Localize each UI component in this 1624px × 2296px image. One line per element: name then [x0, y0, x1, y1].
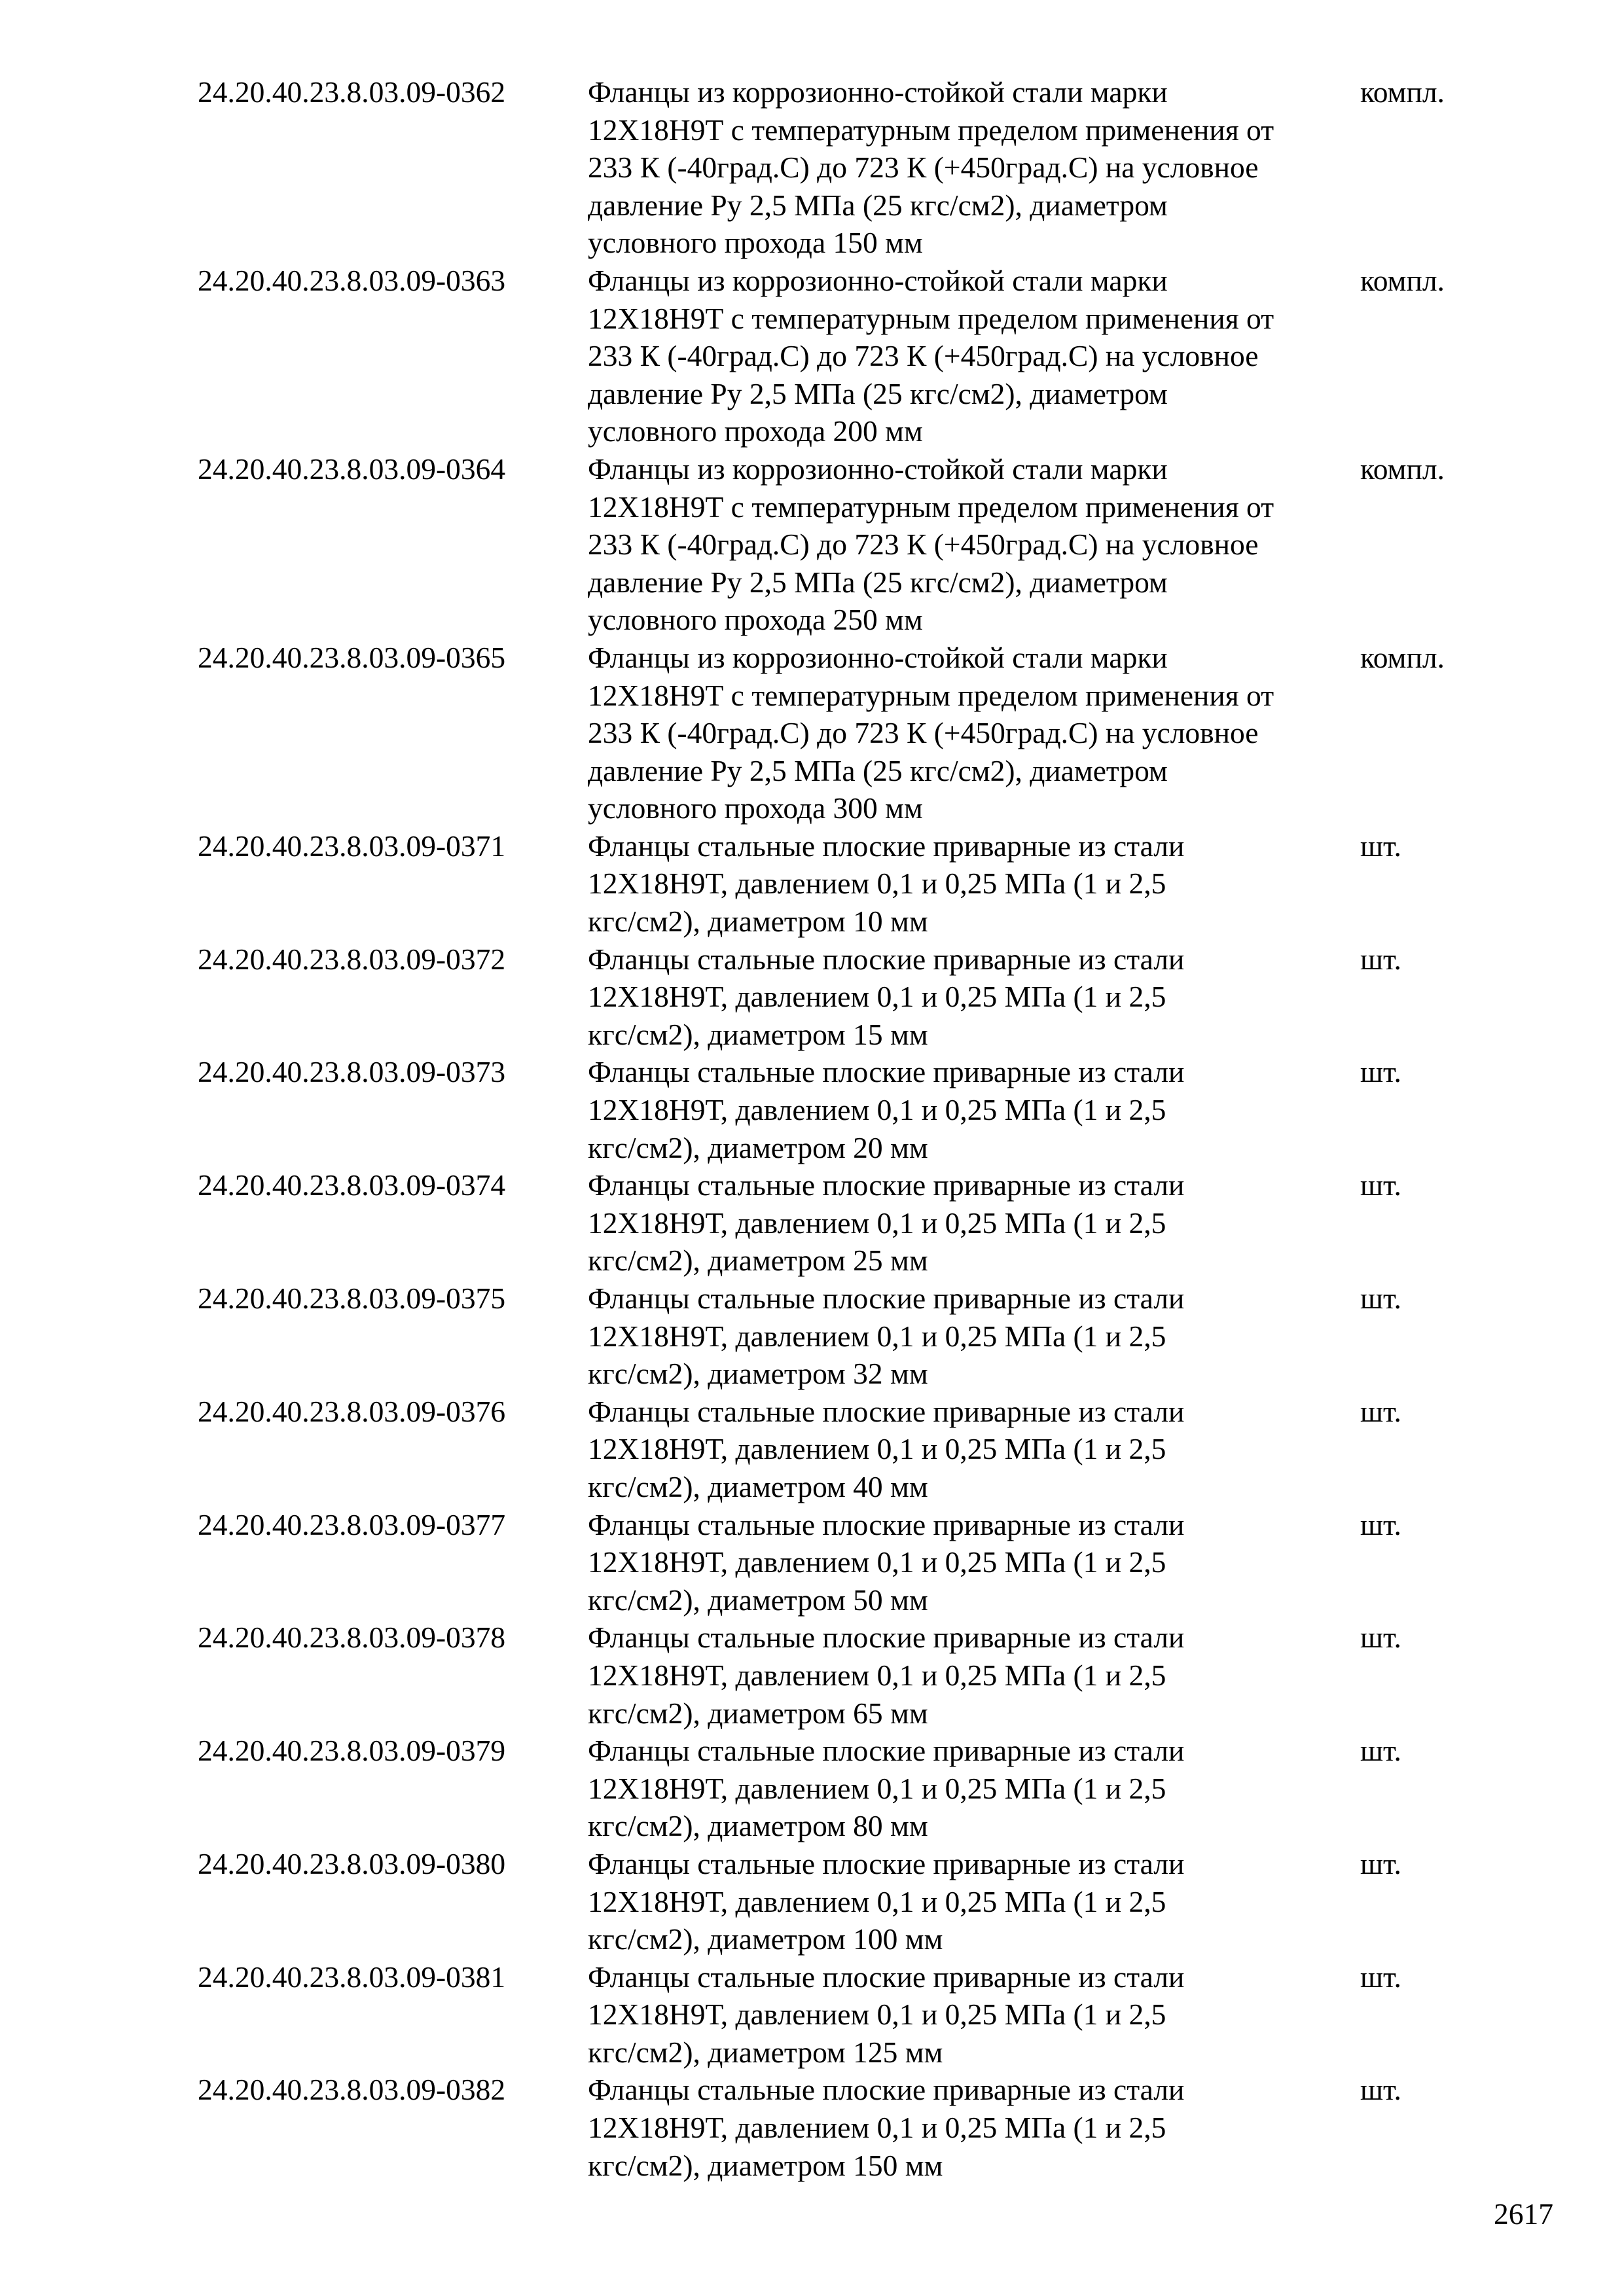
page-number: 2617 [1494, 2197, 1553, 2231]
description-line: кгс/см2), диаметром 125 мм [588, 2035, 943, 2069]
description-line: условного прохода 200 мм [588, 414, 923, 448]
description-line: условного прохода 300 мм [588, 791, 923, 825]
table-row [198, 1619, 1507, 1732]
table-row [198, 1506, 1507, 1619]
item-code: 24.20.40.23.8.03.09-0371 [198, 829, 506, 863]
table-row [198, 2071, 1507, 2184]
table-row [198, 1166, 1507, 1280]
item-description [588, 1506, 1360, 1619]
item-description [588, 1958, 1360, 2072]
item-description [588, 1845, 1360, 1958]
item-code: 24.20.40.23.8.03.09-0373 [198, 1055, 506, 1089]
description-line: 12Х18Н9Т с температурным пределом применения от [588, 113, 1274, 147]
item-unit: компл. [1360, 452, 1445, 486]
description-line: Фланцы стальные плоские приварные из стали [588, 1055, 1185, 1089]
item-unit: шт. [1360, 942, 1401, 976]
description-line: Фланцы стальные плоские приварные из стали [588, 942, 1185, 976]
description-line: 233 К (-40град.С) до 723 К (+450град.С) на условное [588, 716, 1259, 750]
description-line: давление Ру 2,5 МПа (25 кгс/см2), диаметром [588, 753, 1168, 787]
item-unit: шт. [1360, 1960, 1401, 1994]
description-line: кгс/см2), диаметром 15 мм [588, 1017, 928, 1051]
item-code: 24.20.40.23.8.03.09-0365 [198, 640, 506, 674]
item-code: 24.20.40.23.8.03.09-0372 [198, 942, 506, 976]
description-line: 12Х18Н9Т, давлением 0,1 и 0,25 МПа (1 и 2,5 [588, 2111, 1166, 2145]
description-line: Фланцы стальные плоские приварные из стали [588, 1282, 1185, 1315]
table-row [198, 262, 1507, 450]
description-line: Фланцы стальные плоские приварные из стали [588, 1960, 1185, 1994]
item-code: 24.20.40.23.8.03.09-0382 [198, 2073, 506, 2107]
description-line: Фланцы стальные плоские приварные из стали [588, 1621, 1185, 1655]
item-description [588, 2071, 1360, 2184]
item-unit: шт. [1360, 1394, 1401, 1428]
description-line: 12Х18Н9Т, давлением 0,1 и 0,25 МПа (1 и 2,5 [588, 980, 1166, 1014]
description-line: Фланцы стальные плоские приварные из стали [588, 829, 1185, 863]
item-unit: шт. [1360, 829, 1401, 863]
item-unit: шт. [1360, 1282, 1401, 1315]
item-description [588, 639, 1360, 827]
item-unit: шт. [1360, 1846, 1401, 1880]
description-line: Фланцы стальные плоские приварные из стали [588, 1734, 1185, 1768]
description-line: 12Х18Н9Т, давлением 0,1 и 0,25 МПа (1 и 2,5 [588, 1884, 1166, 1918]
item-description [588, 1280, 1360, 1393]
description-line: 233 К (-40град.С) до 723 К (+450град.С) на условное [588, 339, 1259, 373]
description-line: 12Х18Н9Т с температурным пределом применения от [588, 678, 1274, 712]
item-unit: шт. [1360, 1734, 1401, 1768]
description-line: давление Ру 2,5 МПа (25 кгс/см2), диаметром [588, 188, 1168, 222]
table-row [198, 827, 1507, 941]
description-line: кгс/см2), диаметром 10 мм [588, 905, 928, 939]
price-list-table [198, 73, 1507, 2184]
item-description [588, 262, 1360, 450]
item-code: 24.20.40.23.8.03.09-0377 [198, 1507, 506, 1541]
description-line: кгс/см2), диаметром 80 мм [588, 1809, 928, 1843]
table-row [198, 73, 1507, 262]
item-description [588, 827, 1360, 941]
description-line: Фланцы стальные плоские приварные из стали [588, 1168, 1185, 1202]
table-row [198, 1053, 1507, 1166]
item-unit: шт. [1360, 1055, 1401, 1089]
description-line: давление Ру 2,5 МПа (25 кгс/см2), диаметром [588, 376, 1168, 410]
table-row [198, 1280, 1507, 1393]
table-row [198, 1732, 1507, 1845]
description-line: условного прохода 250 мм [588, 603, 923, 637]
table-row [198, 1845, 1507, 1958]
description-line: кгс/см2), диаметром 100 мм [588, 1922, 943, 1956]
description-line: 12Х18Н9Т, давлением 0,1 и 0,25 МПа (1 и 2,5 [588, 1998, 1166, 2032]
description-line: кгс/см2), диаметром 20 мм [588, 1130, 928, 1164]
item-unit: шт. [1360, 1507, 1401, 1541]
description-line: Фланцы из коррозионно-стойкой стали марки [588, 640, 1168, 674]
item-code: 24.20.40.23.8.03.09-0378 [198, 1621, 506, 1655]
description-line: 12Х18Н9Т с температурным пределом применения от [588, 301, 1274, 335]
description-line: 12Х18Н9Т, давлением 0,1 и 0,25 МПа (1 и 2,5 [588, 867, 1166, 901]
description-line: Фланцы из коррозионно-стойкой стали марки [588, 452, 1168, 486]
item-code: 24.20.40.23.8.03.09-0381 [198, 1960, 506, 1994]
item-description [588, 1393, 1360, 1506]
description-line: Фланцы из коррозионно-стойкой стали марки [588, 75, 1168, 109]
description-line: кгс/см2), диаметром 32 мм [588, 1357, 928, 1391]
item-code: 24.20.40.23.8.03.09-0380 [198, 1846, 506, 1880]
description-line: Фланцы из коррозионно-стойкой стали марки [588, 263, 1168, 297]
table-row [198, 941, 1507, 1054]
description-line: Фланцы стальные плоские приварные из стали [588, 1394, 1185, 1428]
item-unit: компл. [1360, 640, 1445, 674]
item-description [588, 1732, 1360, 1845]
description-line: кгс/см2), диаметром 50 мм [588, 1583, 928, 1617]
item-code: 24.20.40.23.8.03.09-0374 [198, 1168, 506, 1202]
description-line: условного прохода 150 мм [588, 226, 923, 260]
description-line: 233 К (-40град.С) до 723 К (+450град.С) на условное [588, 528, 1259, 562]
description-line: кгс/см2), диаметром 25 мм [588, 1244, 928, 1278]
item-unit: компл. [1360, 263, 1445, 297]
item-description [588, 1619, 1360, 1732]
item-description [588, 73, 1360, 262]
description-line: 12Х18Н9Т, давлением 0,1 и 0,25 МПа (1 и 2,5 [588, 1432, 1166, 1466]
description-line: 12Х18Н9Т, давлением 0,1 и 0,25 МПа (1 и 2,5 [588, 1319, 1166, 1353]
description-line: 233 К (-40град.С) до 723 К (+450град.С) на условное [588, 151, 1259, 185]
description-line: кгс/см2), диаметром 40 мм [588, 1469, 928, 1503]
item-unit: шт. [1360, 1621, 1401, 1655]
item-unit: компл. [1360, 75, 1445, 109]
item-code: 24.20.40.23.8.03.09-0376 [198, 1394, 506, 1428]
table-row [198, 639, 1507, 827]
table-row [198, 1393, 1507, 1506]
description-line: 12Х18Н9Т, давлением 0,1 и 0,25 МПа (1 и 2,5 [588, 1206, 1166, 1240]
description-line: Фланцы стальные плоские приварные из стали [588, 1846, 1185, 1880]
item-code: 24.20.40.23.8.03.09-0362 [198, 75, 506, 109]
description-line: 12Х18Н9Т, давлением 0,1 и 0,25 МПа (1 и 2,5 [588, 1093, 1166, 1127]
description-line: 12Х18Н9Т, давлением 0,1 и 0,25 МПа (1 и 2,5 [588, 1658, 1166, 1692]
item-description [588, 450, 1360, 639]
item-description [588, 1053, 1360, 1166]
item-code: 24.20.40.23.8.03.09-0379 [198, 1734, 506, 1768]
item-description [588, 1166, 1360, 1280]
description-line: 12Х18Н9Т, давлением 0,1 и 0,25 МПа (1 и 2,5 [588, 1771, 1166, 1805]
item-code: 24.20.40.23.8.03.09-0364 [198, 452, 506, 486]
description-line: 12Х18Н9Т, давлением 0,1 и 0,25 МПа (1 и 2,5 [588, 1545, 1166, 1579]
description-line: Фланцы стальные плоские приварные из стали [588, 2073, 1185, 2107]
item-description [588, 941, 1360, 1054]
description-line: 12Х18Н9Т с температурным пределом применения от [588, 490, 1274, 524]
description-line: кгс/см2), диаметром 65 мм [588, 1696, 928, 1730]
table-row [198, 1958, 1507, 2072]
description-line: кгс/см2), диаметром 150 мм [588, 2148, 943, 2182]
item-unit: шт. [1360, 1168, 1401, 1202]
table-row [198, 450, 1507, 639]
item-unit: шт. [1360, 2073, 1401, 2107]
description-line: Фланцы стальные плоские приварные из стали [588, 1507, 1185, 1541]
description-line: давление Ру 2,5 МПа (25 кгс/см2), диаметром [588, 565, 1168, 599]
item-code: 24.20.40.23.8.03.09-0375 [198, 1282, 506, 1315]
item-code: 24.20.40.23.8.03.09-0363 [198, 263, 506, 297]
